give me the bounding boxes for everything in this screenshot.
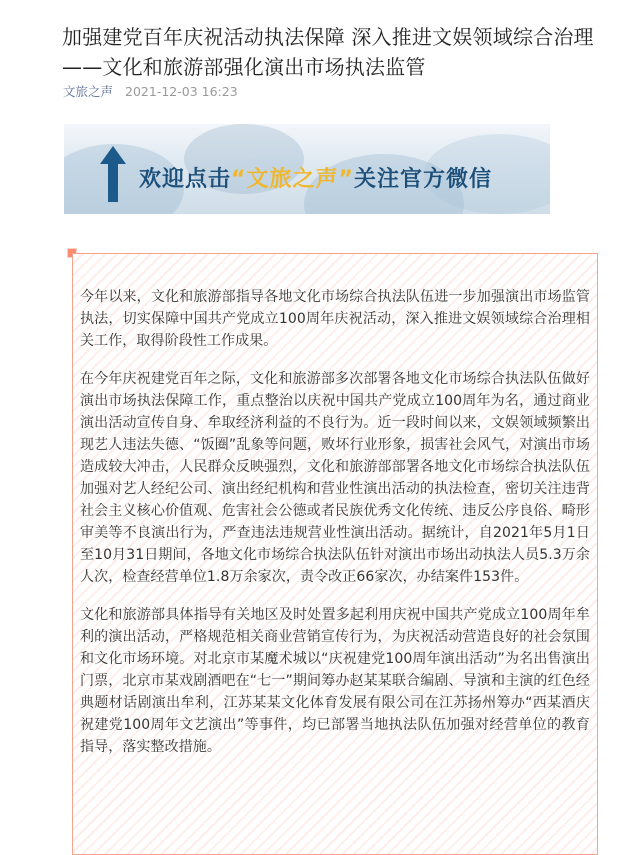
- article-body: [80, 286, 590, 774]
- banner-text: 欢迎点击“文旅之声”关注官方微信: [139, 167, 492, 192]
- arrow-up-icon: [100, 146, 126, 202]
- source-link[interactable]: 文旅之声: [63, 84, 114, 99]
- publish-datetime: 2021-12-03 16:23: [125, 84, 238, 99]
- paragraph: 在今年庆祝建党百年之际，文化和旅游部多次部署各地文化市场综合执法队伍做好演出市场执法保障工作，重点整治以庆祝中国共产党成立100周年为名，通过商业演出活动宣传自身、牟取经济利益的不良行为。近一段时间以来，文娱领域频繁出现艺人违法失德、“饭圈”乱象等问题，败坏行业形象，损害社会风气，对演出市场造成较大冲击，人民群众反映强烈，文化和旅游部部署各地文化市场综合执法队伍加强对艺人经纪公司、演出经纪机构和营业性演出活动的执法检查，密切关注违背社会主义核心价值观、危害社会公德或者民族优秀文化传统、违反公序良俗、畸形审美等不良演出行为，严查违法违规营业性演出活动。据统计，自2021年5月1日至10月31日期间，各地文化市场综合执法队伍针对演出市场出动执法人员5.3万余人次，检查经营单位1.8万余家次，责令改正66家次，办结案件153件。: [80, 371, 590, 585]
- paragraph: 今年以来，文化和旅游部指导各地文化市场综合执法队伍进一步加强演出市场监管执法，切实保障中国共产党成立100周年庆祝活动，深入推进文娱领域综合治理相关工作，取得阶段性工作成果。: [80, 289, 590, 349]
- paragraph: 文化和旅游部具体指导有关地区及时处置多起利用庆祝中国共产党成立100周年牟利的演出活动，严格规范相关商业营销宣传行为，为庆祝活动营造良好的社会氛围和文化市场环境。对北京市某魔术城以“庆祝建党100周年演出活动”为名出售演出门票，北京市某戏剧酒吧在“七一”期间筹办赵某某联合编剧、导演和主演的红色经典题材话剧演出牟利，江苏某某文化体育发展有限公司在江苏扬州筹办“西某酒庆祝建党100周年文艺演出”等事件，均已部署当地执法队伍加强对经营单位的教育指导，落实整改措施。: [80, 607, 590, 755]
- article-meta: [63, 82, 238, 100]
- article-title: 加强建党百年庆祝活动执法保障 深入推进文娱领域综合治理——文化和旅游部强化演出市场执法监管: [62, 25, 594, 79]
- follow-banner[interactable]: [64, 124, 550, 214]
